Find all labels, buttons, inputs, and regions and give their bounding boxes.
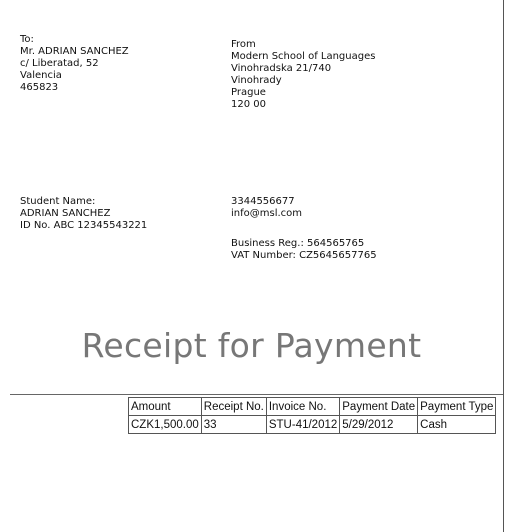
cell-payment-type: Cash [418, 416, 496, 434]
cell-receipt-no: 33 [201, 416, 266, 434]
header-receipt-no: Receipt No. [201, 398, 266, 416]
recipient-address [20, 34, 129, 94]
from-label: From [231, 39, 256, 50]
student-info [20, 196, 147, 232]
sender-postcode: 120 00 [231, 99, 266, 110]
contact-phone: 3344556677 [231, 196, 295, 207]
contact-email: info@msl.com [231, 208, 303, 219]
header-amount: Amount [129, 398, 202, 416]
page-edge-line [503, 0, 504, 532]
divider-line [10, 394, 503, 395]
table-header-row [129, 398, 496, 416]
sender-address [231, 39, 375, 111]
recipient-street: c/ Liberatad, 52 [20, 58, 99, 69]
contact-info [231, 196, 302, 220]
recipient-postcode: 465823 [20, 82, 59, 93]
recipient-name: Mr. ADRIAN SANCHEZ [20, 46, 129, 57]
business-info [231, 238, 377, 262]
receipt-title: Receipt for Payment [81, 326, 422, 365]
table-row [129, 416, 496, 434]
cell-invoice-no: STU-41/2012 [266, 416, 339, 434]
business-reg: Business Reg.: 564565765 [231, 238, 365, 249]
student-name: ADRIAN SANCHEZ [20, 208, 111, 219]
to-label: To: [20, 34, 34, 45]
cell-payment-date: 5/29/2012 [340, 416, 418, 434]
payment-table [128, 397, 496, 434]
sender-city: Prague [231, 87, 266, 98]
header-invoice-no: Invoice No. [266, 398, 339, 416]
student-id: ID No. ABC 12345543221 [20, 220, 148, 231]
vat-number: VAT Number: CZ5645657765 [231, 250, 377, 261]
sender-name: Modern School of Languages [231, 51, 376, 62]
student-label: Student Name: [20, 196, 96, 207]
header-payment-type: Payment Type [418, 398, 496, 416]
cell-amount: CZK1,500.00 [129, 416, 202, 434]
header-payment-date: Payment Date [340, 398, 418, 416]
recipient-city: Valencia [20, 70, 62, 81]
sender-district: Vinohrady [231, 75, 282, 86]
sender-street: Vinohradska 21/740 [231, 63, 332, 74]
